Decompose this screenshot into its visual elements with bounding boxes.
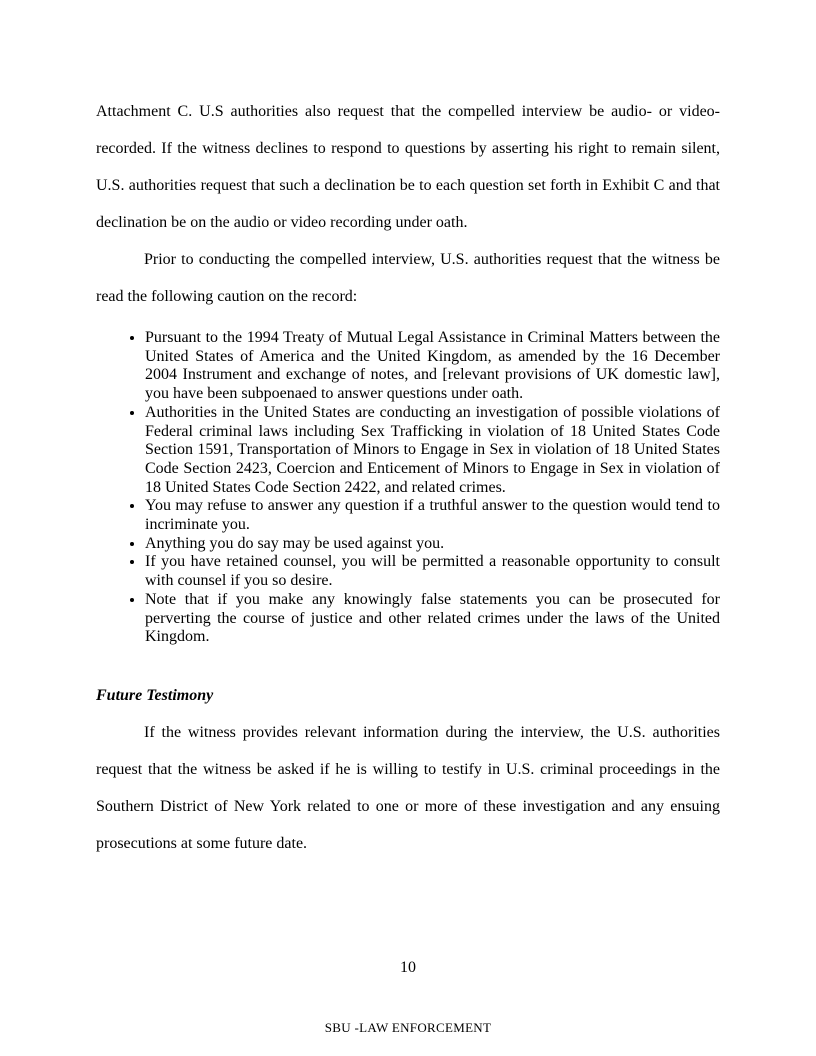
- caution-bullet-treaty: • Pursuant to the 1994 Treaty of Mutual Legal Assistance in Criminal Matters between the United States of America and the United Kingdom, as amended by the 16 December 2004 Instrument and exchange of notes, and [relevant provisions of UK domestic law], you have been subpoenaed to answer questions under oath.: [145, 329, 720, 404]
- caution-bullet-list: [96, 329, 720, 647]
- caution-bullet-refuse: • You may refuse to answer any question if a truthful answer to the question would tend to incriminate you.: [145, 497, 720, 534]
- caution-bullet-investigation: • Authorities in the United States are conducting an investigation of possible violations of Federal criminal laws including Sex Trafficking in violation of 18 United States Code Section 1591, Transportation of Minors to Engage in Sex in violation of 18 United States Code Section 2423, Coercion and Enticement of Minors to Engage in Sex in violation of 18 United States Code Section 2422, and related crimes.: [145, 404, 720, 498]
- caution-bullet-used-against: • Anything you do say may be used against you.: [145, 535, 720, 554]
- page-number: 10: [400, 959, 416, 976]
- footer-classification-marking: SBU -LAW ENFORCEMENT: [324, 1020, 492, 1035]
- caution-bullet-counsel: • If you have retained counsel, you will be permitted a reasonable opportunity to consult with counsel if you so desire.: [145, 553, 720, 590]
- paragraph-caution-lead: Prior to conducting the compelled interview, U.S. authorities request that the witness be read the following caution on the record:: [96, 251, 720, 305]
- caution-bullet-false-statements: • Note that if you make any knowingly false statements you can be prosecuted for perverting the course of justice and other related crimes under the laws of the United Kingdom.: [145, 591, 720, 647]
- heading-future-testimony: Future Testimony: [96, 686, 214, 704]
- document-body: [96, 93, 720, 862]
- paragraph-future-testimony: If the witness provides relevant information during the interview, the U.S. authorities request that the witness be asked if he is willing to testify in U.S. criminal proceedings in the Southern District of New York related to one or more of these investigation and any ensuing prosecutions at some future date.: [96, 723, 720, 852]
- paragraph-interview-recording: Attachment C. U.S authorities also request that the compelled interview be audio- or video-recorded. If the witness declines to respond to questions by asserting his right to remain silent, U.S. authorities request that such a declination be to each question set forth in Exhibit C and that declination be on the audio or video recording under oath.: [96, 103, 720, 231]
